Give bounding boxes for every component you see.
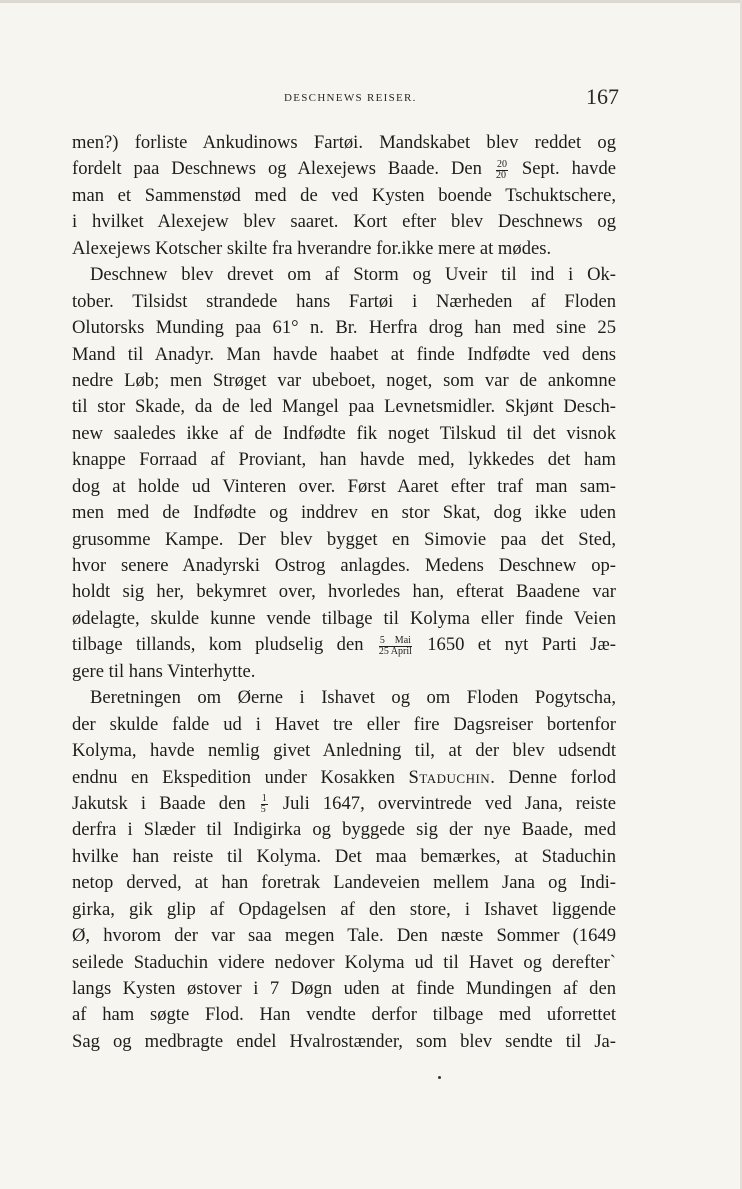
text-line <box>72 632 616 658</box>
text-segment: Juli 1647, overvintrede ved Jana, reiste <box>269 792 616 814</box>
text-line: Mand til Anadyr. Man havde haabet at finde Indfødte ved dens <box>72 343 616 365</box>
fraction-denominator: 25 April <box>378 645 412 657</box>
text-line: hvilke han reiste til Kolyma. Det maa bemærkes, at Staduchin <box>72 845 616 867</box>
text-line: af ham søgte Flod. Han vendte derfor tilbage med uforrettet <box>72 1004 616 1026</box>
text-line: Deschnew blev drevet om af Storm og Uveir til ind i Ok- <box>90 264 616 286</box>
page-top-edge <box>0 0 742 3</box>
ink-speck <box>438 1076 441 1079</box>
text-line: man et Sammenstød med de ved Kysten boende Tschuktschere, <box>72 184 616 206</box>
text-line: Olutorsks Munding paa 61° n. Br. Herfra drog han med sine 25 <box>72 317 616 339</box>
text-line: i hvilket Alexejew blev saaret. Kort efter blev Deschnews og <box>72 211 616 233</box>
text-line: new saaledes ikke af de Indfødte fik noget Tilskud til det visnok <box>72 422 616 444</box>
text-line: Alexejews Kotscher skilte fra hverandre for.ikke mere at mødes. <box>72 237 552 259</box>
text-line: seilede Staduchin videre nedover Kolyma ud til Havet og derefter` <box>72 951 616 973</box>
text-segment: 1650 et nyt Parti Jæ- <box>413 634 616 656</box>
text-line <box>72 156 616 182</box>
text-line: tober. Tilsidst strandede hans Fartøi i Nærheden af Floden <box>72 290 616 312</box>
fraction-numerator: 1 <box>261 793 267 805</box>
date-fraction <box>496 160 508 181</box>
text-line: gere til hans Vinterhytte. <box>72 660 256 682</box>
text-line: Beretningen om Øerne i Ishavet og om Floden Pogytscha, <box>90 687 616 709</box>
text-line: Kolyma, havde nemlig givet Anledning til, at der blev udsendt <box>72 740 616 762</box>
text-line: nedre Løb; men Strøget var ubeboet, noget, som var de ankomne <box>72 369 616 391</box>
fraction-numerator: 5 Mai <box>379 634 411 646</box>
fraction-denominator: 5 <box>260 804 266 816</box>
date-fraction <box>379 636 412 657</box>
text-line: knappe Forraad af Proviant, han havde med, lykkedes det ham <box>72 449 616 471</box>
text-segment: Sept. havde <box>509 158 616 180</box>
person-name: Staduchin <box>408 766 491 788</box>
text-line: men?) forliste Ankudinows Fartøi. Mandskabet blev reddet og <box>72 132 616 153</box>
text-segment: tilbage tillands, kom pludselig den <box>72 634 377 656</box>
text-line: grusomme Kampe. Der blev bygget en Simovie paa det Sted, <box>72 528 616 550</box>
text-line: girka, gik glip af Opdagelsen af den store, i Ishavet liggende <box>72 898 616 920</box>
fraction-numerator: 20 <box>496 158 507 170</box>
text-segment: endnu en Ekspedition under Kosakken <box>72 766 409 788</box>
text-line <box>72 765 616 791</box>
body-text <box>72 130 616 1055</box>
fraction-denominator: 20 <box>495 169 506 181</box>
text-line: netop derved, at han foretrak Landeveien mellem Jana og Indi- <box>72 872 616 894</box>
text-line: langs Kysten østover i 7 Døgn uden at finde Mundingen af den <box>72 978 616 999</box>
text-line: ødelagte, skulde kunne vende tilbage til Kolyma eller finde Veien <box>72 607 616 629</box>
text-segment: . Denne forlod <box>490 766 616 788</box>
text-line: derfra i Slæder til Indigirka og byggede sig der nye Baade, med <box>72 819 616 841</box>
text-line: hvor senere Anadyrski Ostrog anlagdes. Medens Deschnew op- <box>72 555 616 576</box>
text-line: Sag og medbragte endel Hvalrostænder, som blev sendte til Ja- <box>72 1030 616 1052</box>
page-number: 167 <box>586 84 619 109</box>
text-line: men med de Indfødte og inddrev en stor Skat, dog ikke uden <box>72 502 616 524</box>
text-line: til stor Skade, da de led Mangel paa Levnetsmidler. Skjønt Desch- <box>72 396 616 418</box>
date-fraction <box>261 794 268 815</box>
text-line: holdt sig her, bekymret over, hvorledes han, efterat Baadene var <box>72 581 616 603</box>
text-segment: Jakutsk i Baade den <box>72 792 259 814</box>
text-line <box>72 791 616 817</box>
text-line: Ø, hvorom der var saa megen Tale. Den næste Sommer (1649 <box>72 925 616 947</box>
text-line: dog at holde ud Vinteren over. Først Aaret efter traf man sam- <box>72 475 616 497</box>
running-head: DESCHNEWS REISER. <box>284 92 417 104</box>
text-segment: fordelt paa Deschnews og Alexejews Baade. Den <box>72 158 494 180</box>
text-line: der skulde falde ud i Havet tre eller fire Dagsreiser bortenfor <box>72 713 616 735</box>
